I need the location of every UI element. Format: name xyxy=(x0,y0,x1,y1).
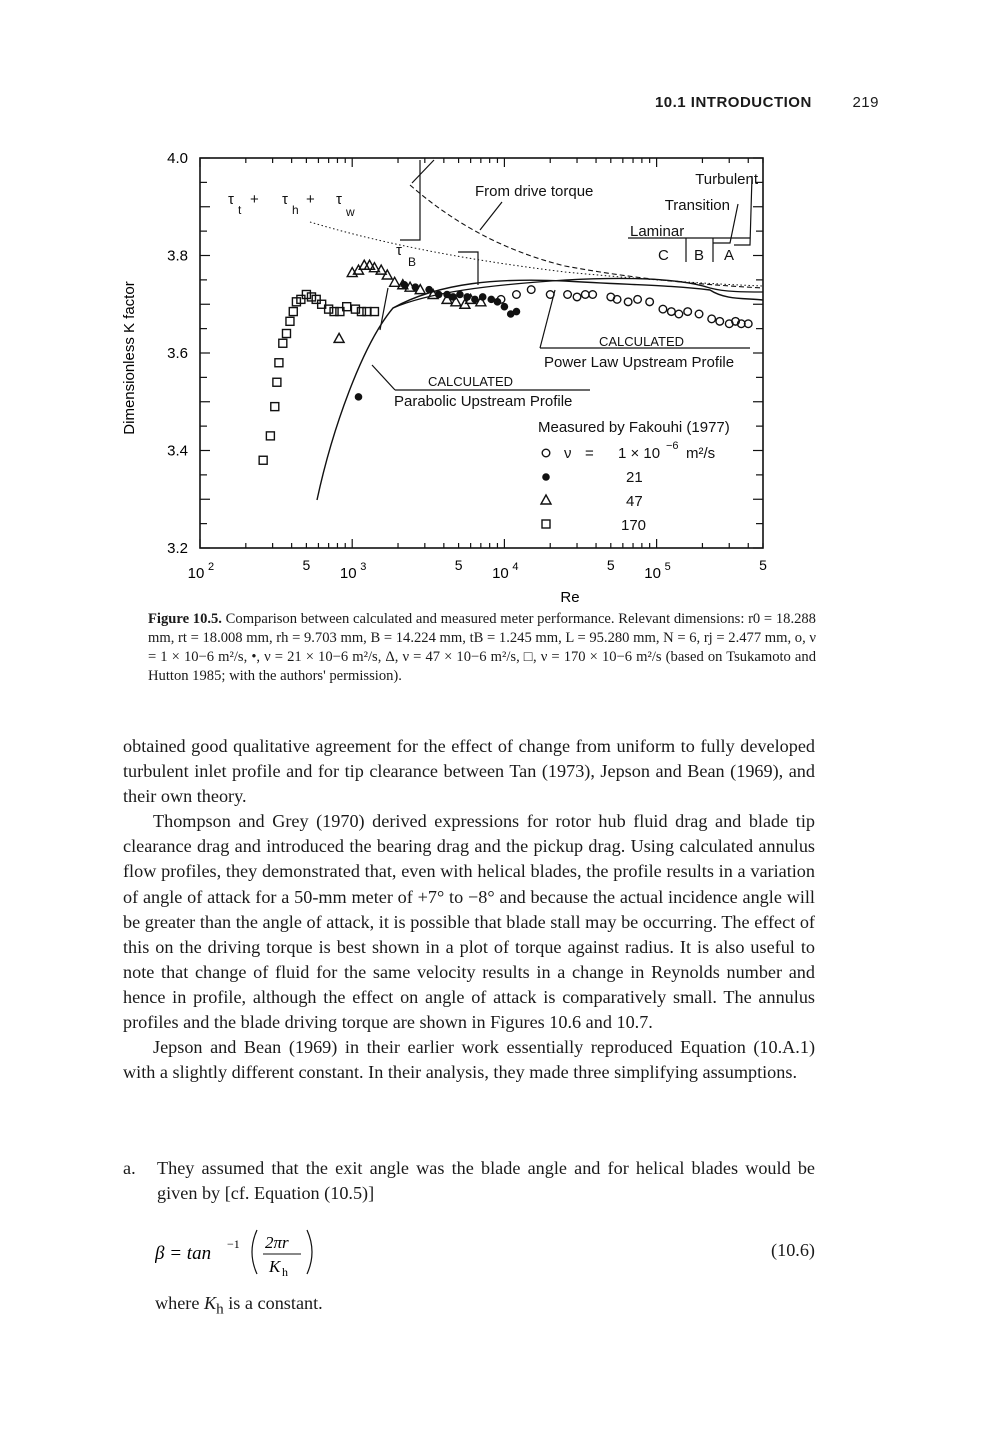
y-tick-label: 3.2 xyxy=(167,540,188,557)
calculated-power-label: CALCULATED xyxy=(599,334,685,349)
equation-10-6 xyxy=(155,1222,815,1282)
where-clause xyxy=(155,1293,323,1319)
page-number: 219 xyxy=(852,94,879,111)
where-suffix: is a constant. xyxy=(223,1293,323,1313)
equation-denominator-sub: h xyxy=(282,1265,288,1279)
power-law-label: Power Law Upstream Profile xyxy=(544,354,735,371)
data-point-square-open xyxy=(273,378,281,386)
tau-h-sub: h xyxy=(292,203,299,217)
legend-entry-47: 47 xyxy=(626,493,643,510)
data-point-circle-open xyxy=(659,305,667,313)
laminar-label: Laminar xyxy=(630,223,685,240)
x-tick-exponent: 3 xyxy=(360,561,367,573)
x-tick-exponent: 5 xyxy=(664,561,671,573)
x-tick-label: 10 xyxy=(492,565,509,582)
data-point-circle-open xyxy=(634,296,642,304)
data-point-circle-open xyxy=(573,293,581,301)
data-point-circle-open xyxy=(589,291,597,299)
x-tick-exponent: 4 xyxy=(512,561,519,573)
figure-caption xyxy=(148,610,816,686)
legend-marker-square xyxy=(542,520,550,528)
x-tick-labels xyxy=(188,557,767,582)
region-b: B xyxy=(694,247,705,264)
tau-b-bracket xyxy=(458,252,478,285)
data-point-square-open xyxy=(312,295,320,303)
running-head xyxy=(0,94,879,111)
equation-number: (10.6) xyxy=(771,1240,815,1260)
tau-w: τ xyxy=(336,191,342,208)
data-point-triangle-open xyxy=(334,333,344,342)
region-a: A xyxy=(724,247,735,264)
tau-b: τ xyxy=(396,242,402,259)
where-sub: h xyxy=(216,1300,224,1318)
tau-w-bracket xyxy=(400,160,420,240)
measured-by-label: Measured by Fakouhi (1977) xyxy=(538,419,730,436)
data-point-square-open xyxy=(330,308,338,316)
y-tick-label: 3.6 xyxy=(167,345,188,362)
legend-marker-circle-filled xyxy=(542,473,550,481)
data-point-circle-open xyxy=(684,308,692,316)
data-point-circle-open xyxy=(695,310,703,318)
legend-unit-prefix: 1 × 10 xyxy=(618,445,661,462)
tau-h: τ xyxy=(282,191,288,208)
legend-nu: ν xyxy=(564,445,572,462)
data-point-square-open xyxy=(351,305,359,313)
legend xyxy=(541,440,715,534)
data-point-circle-open xyxy=(624,298,632,306)
where-symbol: K xyxy=(203,1293,217,1313)
drive-torque-arrow xyxy=(480,202,502,230)
power-law-leader xyxy=(540,290,555,348)
drive-torque-label: From drive torque xyxy=(475,183,594,200)
where-prefix: where xyxy=(155,1293,204,1313)
y-tick-label: 3.8 xyxy=(167,247,188,265)
data-point-circle-open xyxy=(527,286,535,294)
y-tick-label: 3.4 xyxy=(167,442,188,460)
figure-10-5 xyxy=(110,140,810,610)
equation-exp: −1 xyxy=(227,1237,240,1251)
body-text xyxy=(123,734,815,1085)
y-tick-labels xyxy=(167,150,188,557)
legend-marker-circle-open xyxy=(542,449,550,457)
data-point-circle-open xyxy=(582,291,590,299)
calculated-parabolic-label: CALCULATED xyxy=(428,374,514,389)
x-tick-label: 10 xyxy=(339,565,357,582)
parabolic-leader xyxy=(372,365,395,390)
data-point-square-open xyxy=(302,291,310,299)
x-tick-label: 5 xyxy=(606,557,615,573)
paragraph-2: Thompson and Grey (1970) derived expressions for rotor hub fluid drag and blade tip clearance drag and introduced the bearing drag and the pickup drag. Using calculated annulus flow profiles, they demonstrated that, even with helical blades, the profile results in a variation of angle of attack for a 50-mm meter of +7° to −8° and because the actual incidence angle will be greater than the angle of attack, it is possible that blade stall may be occurring. The effect of this on the driving torque is best shown in a plot of torque against radius. It is also useful to note that change of fluid for the same velocity results in a change in Reynolds number and hence in profile, although the effect on angle of attack is comparatively small. The annulus profiles and the blade driving torque are shown in Figures 10.6 and 10.7. xyxy=(123,811,815,1033)
plus-1: + xyxy=(250,191,259,208)
data-point-circle-filled xyxy=(355,393,363,401)
data-point-circle-open xyxy=(668,308,676,316)
data-point-square-open xyxy=(275,359,283,367)
x-tick-label: 10 xyxy=(644,565,661,582)
data-point-circle-open xyxy=(513,291,521,299)
data-point-circle-open xyxy=(708,315,716,323)
legend-equals: = xyxy=(585,445,594,462)
legend-marker-triangle xyxy=(541,495,551,504)
data-point-square-open xyxy=(271,403,279,411)
tau-w-sub: w xyxy=(346,205,355,219)
paragraph-1: obtained good qualitative agreement for the effect of change from uniform to fully developed turbulent inlet profile and for tip clearance between Tan (1973), Jepson and Bean (1969), and their own theory. xyxy=(123,736,815,807)
data-point-circle-open xyxy=(564,291,572,299)
x-tick-exponent: 2 xyxy=(208,561,215,573)
list-marker: a. xyxy=(123,1158,136,1178)
equation-denominator: K xyxy=(269,1257,281,1276)
tau-t-sub: t xyxy=(238,203,242,217)
plot-frame xyxy=(200,158,763,548)
equation-lhs: β = tan xyxy=(155,1243,212,1264)
data-point-square-open xyxy=(307,293,315,301)
tau-w-arrow xyxy=(412,160,434,183)
curve-tick xyxy=(380,288,388,330)
data-point-circle-open xyxy=(716,318,724,326)
data-point-circle-open xyxy=(675,310,683,318)
legend-unit-suffix: m²/s xyxy=(686,445,716,462)
equation-graphic xyxy=(155,1222,355,1282)
region-c: C xyxy=(658,247,669,264)
annotations xyxy=(228,171,759,436)
data-point-circle-filled xyxy=(456,291,464,299)
data-point-square-open xyxy=(282,330,290,338)
section-title: 10.1 INTRODUCTION xyxy=(654,94,812,111)
data-point-square-open xyxy=(266,432,274,440)
data-point-circle-filled xyxy=(501,303,509,311)
axis-ticks xyxy=(200,158,763,548)
plus-2: + xyxy=(306,191,315,208)
data-point-circle-filled xyxy=(513,308,521,316)
y-tick-label: 4.0 xyxy=(167,150,188,167)
tau-t: τ xyxy=(228,191,234,208)
x-axis-label: Re xyxy=(560,589,580,606)
paragraph-3: Jepson and Bean (1969) in their earlier work essentially reproduced Equation (10.A.1) with a slightly different constant. In their analysis, they made three simplifying assumptions. xyxy=(123,1037,815,1083)
data-point-square-open xyxy=(357,308,365,316)
data-point-square-open xyxy=(259,456,267,464)
y-axis-label: Dimensionless K factor xyxy=(121,281,138,435)
legend-unit-exp: −6 xyxy=(666,440,679,452)
left-paren xyxy=(252,1230,257,1274)
tau-b-sub: B xyxy=(408,255,417,269)
right-paren xyxy=(307,1230,312,1274)
x-tick-label: 10 xyxy=(187,565,205,582)
chart xyxy=(110,140,810,610)
caption-text: Comparison between calculated and measured meter performance. Relevant dimensions: r0 = 18.288 mm, rt = 18.008 mm, rh = 9.703 mm, B = 14.224 mm, tB = 1.245 mm, L = 95.280 mm, N = 6, rj = 2.477 mm, o, ν = 1 × 10−6 m²/s, •, ν = 21 × 10−6 m²/s, Δ, ν = 47 × 10−6 m²/s, □, ν = 170 × 10−6 m²/s (based on Tsukamoto and Hutton 1985; with the authors' permission). xyxy=(148,611,816,684)
x-tick-label: 5 xyxy=(302,557,311,573)
turbulent-label: Turbulent xyxy=(695,171,758,188)
legend-entry-21: 21 xyxy=(626,469,643,486)
data-point-circle-open xyxy=(646,298,654,306)
parabolic-label: Parabolic Upstream Profile xyxy=(394,393,573,410)
x-tick-label: 5 xyxy=(759,557,767,573)
list-item-a xyxy=(123,1156,815,1206)
legend-entry-170: 170 xyxy=(621,517,647,534)
transition-label: Transition xyxy=(664,197,730,214)
data-point-circle-filled xyxy=(494,298,502,306)
data-point-square-open xyxy=(286,317,294,325)
list-text: They assumed that the exit angle was the blade angle and for helical blades would be given by [cf. Equation (10.5)] xyxy=(157,1158,815,1203)
data-point-square-open xyxy=(289,308,297,316)
equation-numerator: 2πr xyxy=(265,1233,289,1252)
data-point-square-open xyxy=(279,339,287,347)
caption-label: Figure 10.5. xyxy=(148,611,222,627)
x-tick-label: 5 xyxy=(454,557,463,573)
